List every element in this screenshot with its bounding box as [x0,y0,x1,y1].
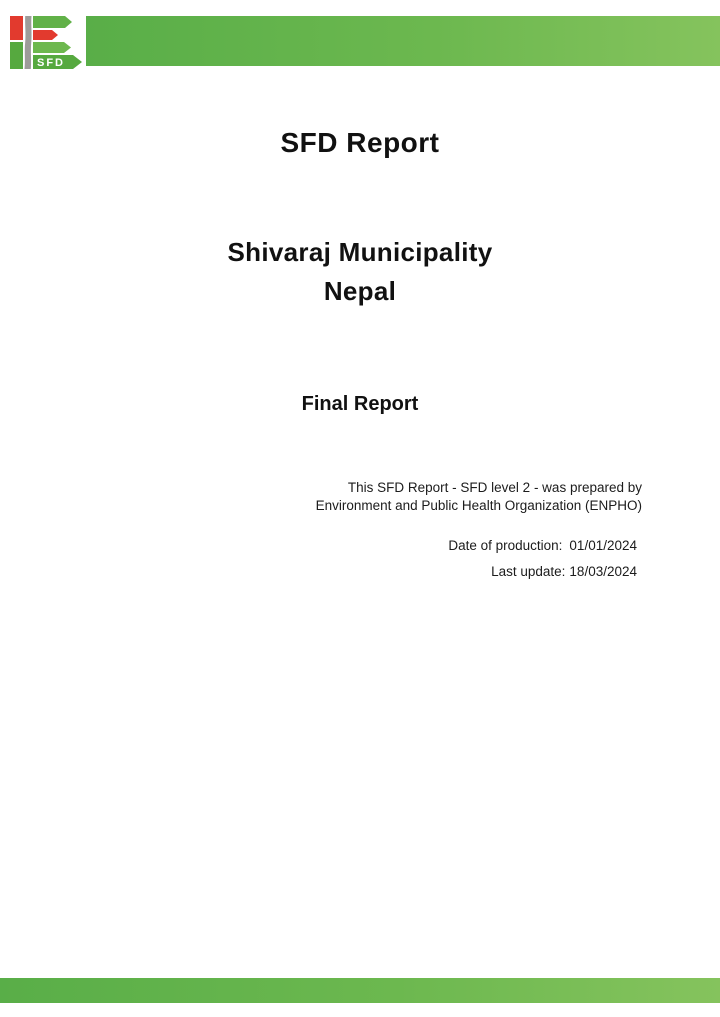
date-of-production [448,538,637,554]
sfd-logo-text: SFD [37,57,65,69]
report-subtitle: Final Report [301,393,419,415]
logo-arrow-3 [33,42,71,53]
location-title [0,233,720,311]
location-line-municipality: Shivaraj Municipality [227,237,493,267]
prepared-by-line-1: This SFD Report - SFD level 2 - was prepared by [347,480,642,495]
last-update-value: 18/03/2024 [569,564,637,579]
prepared-by-text [316,479,642,515]
logo-red-block [10,16,23,40]
logo-grey-stripe [25,16,32,69]
prepared-by-line-2: Environment and Public Health Organization (ENPHO) [315,498,642,513]
date-of-production-value: 01/01/2024 [569,538,637,553]
report-title: SFD Report [280,127,440,158]
logo-green-block [10,42,23,69]
location-line-country: Nepal [323,276,397,306]
bottom-banner [0,978,720,1003]
logo-arrow-1 [33,16,72,28]
sfd-logo [10,16,82,69]
logo-arrow-2 [33,30,58,40]
last-update-label: Last update: [491,564,566,579]
top-banner [86,16,720,66]
last-update [448,564,637,580]
dates-block [448,538,637,580]
date-of-production-label: Date of production: [448,538,563,553]
